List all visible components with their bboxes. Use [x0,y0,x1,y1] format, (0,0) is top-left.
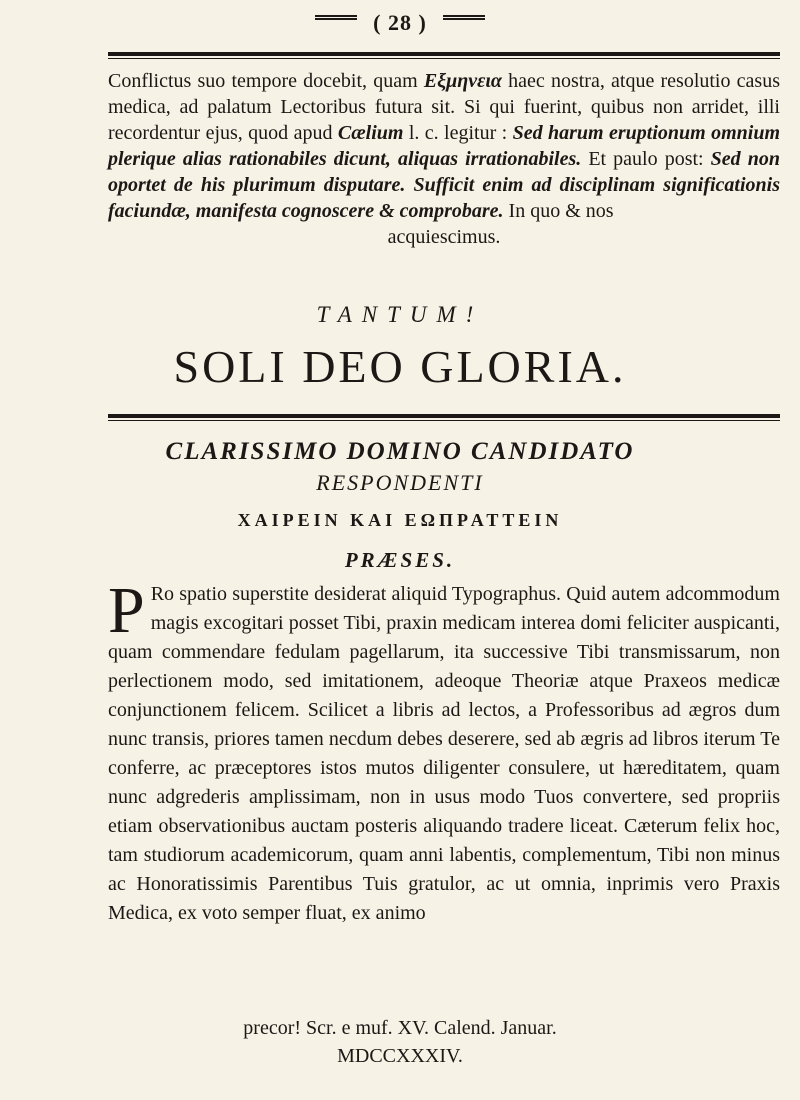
ornament-left-icon [315,15,357,34]
top-rule-thin [108,58,780,59]
letter-text: Ro spatio superstite desiderat aliquid Typographus. Quid autem adcommodum magis excogitari posset Tibi, praxin medicam interea domi feliciter auspicanti, quam commendare fedulam pagellarum, ita successive Tibi transmissarum, non perlectionem modo, sed imitationem, adeoque Theoriæ atque Praxeos medicæ conjunctionem felicem. Scilicet a libris ad lectos, a Professoribus ad ægros dum nunc transis, priores tamen necdum debes deserere, sed ab ægris ad libros iterum Te conferre, ac præceptores istos mutos diligenter consulere, ut hæreditatem, quam nunc adgrederis amplissimam, non in usus modo Tuos convertere, sed propriis etiam observationibus auctam posteris aliquando tradere liceat. Cæterum felix hoc, tam studiorum academicorum, quam anni labentis, complementum, Tibi non minus ac Honoratissimis Parentibus Tuis gratulor, ac ut omnia, inprimis vero Praxis Medica, ex voto semper fluat, ex animo [108,583,780,924]
middle-rule [108,414,780,418]
drop-cap: P [108,574,145,647]
address-line1: CLARISSIMO DOMINO CANDIDATO [165,438,635,465]
middle-rule-thin [108,420,780,421]
para1-text-b: haec nostra, atque resolutio casus medica, ad palatum Lectoribus futura sit. Si qui fuerint, quibus non arridet, illi recordentur ejus, quod apud [108,70,780,144]
para1-text-c: l. c. legitur : [403,122,513,144]
para1-text-d: Et paulo post: [581,148,711,170]
para1-text-a: Conflictus suo tempore docebit, quam [108,70,424,92]
ornament-right-icon [443,15,485,34]
closing-paragraph [108,68,780,250]
praeses-heading: PRÆSES. [344,548,456,572]
closing-date: MDCCXXXIV. [337,1045,463,1067]
author-caelius: Cælium [337,122,404,144]
top-rule [108,52,780,56]
page-number: ( 28 ) [373,10,427,35]
page-header [0,10,800,36]
para1-last-line: acquiescimus. [387,226,501,248]
closing-line1: precor! Scr. e muf. XV. Calend. Januar. [243,1017,557,1039]
soli-deo-gloria: SOLI DEO GLORIA. [173,341,627,392]
letter-body [108,574,780,928]
quote-two: Sed non oportet de his plurimum disputare. Sufficit enim ad disciplinam significationis faciundæ, manifesta cognoscere & comprobare. [108,148,780,222]
quote-one: Sed harum eruptionum omnium plerique alias rationabiles dicunt, aliquas irrationabiles. [108,122,781,170]
closing-lines [0,1014,800,1070]
tantum-heading: TANTUM! [316,302,484,327]
para1-text-e: In quo & nos [503,200,614,222]
address-line2: RESPONDENTI [316,470,484,495]
greek-word: Eξμηνεια [423,70,502,92]
greek-greeting: XAIPEIN KAI EΩΠPATTEIN [237,510,563,530]
